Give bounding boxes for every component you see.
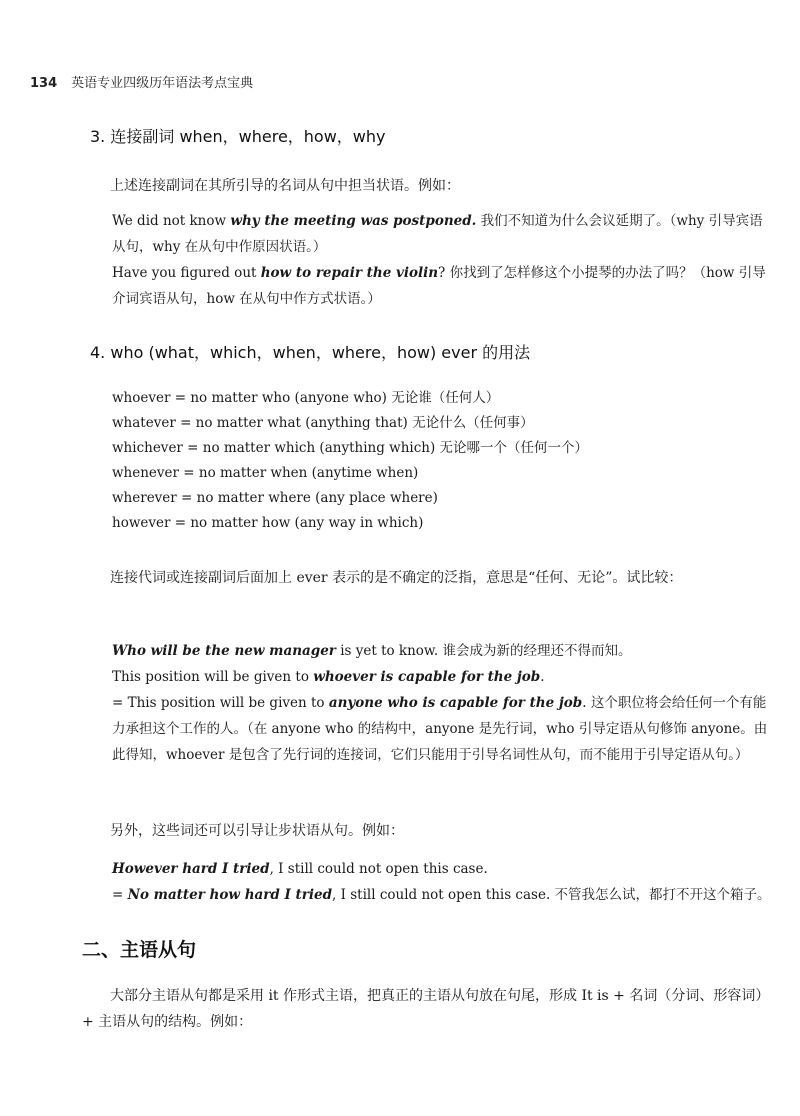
page-number: 134 [30,76,58,91]
concessive-line [112,882,772,908]
example-text: = This position will be given to [112,695,329,711]
section3-examples [112,208,772,312]
example-emphasis: However hard I tried [112,861,270,877]
list-item: whichever = no matter which (anything which) 无论哪一个（任何一个） [112,440,589,456]
example-emphasis: why the meeting was postponed. [230,213,477,229]
example-translation: ? 你找到了怎样修这个小提琴的办法了吗？（how 引导介词宾语从句，how 在从句中作方式状语。） [112,265,766,307]
concessive-line [112,856,772,882]
section3-intro: 上述连接副词在其所引导的名词从句中担当状语。例如： [110,178,460,194]
comparison-line [112,664,772,690]
comparison-line [112,690,772,768]
example-text: This position will be given to [112,669,314,685]
example-why [112,208,772,260]
running-header [30,72,253,91]
ever-note: 连接代词或连接副词后面加上 ever 表示的是不确定的泛指，意思是“任何、无论”。试比较： [110,570,683,586]
book-title: 英语专业四级历年语法考点宝典 [71,76,254,91]
example-emphasis: Who will be the new manager [112,643,336,659]
list-item: however = no matter how (any way in which) [112,515,424,531]
subject-clause-intro: 大部分主语从句都是采用 it 作形式主语，把真正的主语从句放在句尾，形成 It is + 名词（分词、形容词）+ 主语从句的结构。例如： [82,988,770,1030]
list-item: whoever = no matter who (anyone who) 无论谁（任何人） [112,390,500,406]
list-item: whatever = no matter what (anything that) 无论什么（任何事） [112,415,534,431]
list-item: wherever = no matter where (any place where) [112,490,438,506]
example-emphasis: how to repair the violin [260,265,439,281]
example-translation: 我们不知道为什么会议延期了。（why 引导宾语从句，why 在从句中作原因状语。） [112,213,763,255]
example-text: is yet to know. 谁会成为新的经理还不得而知。 [335,643,632,659]
example-emphasis: No matter how hard I tried [127,887,333,903]
example-text: = [112,887,128,903]
example-translation: , I still could not open this case. 不管我怎么试，都打不开这个箱子。 [332,887,771,903]
example-text: , I still could not open this case. [269,861,488,877]
example-how [112,260,772,312]
list-item: whenever = no matter when (anytime when) [112,465,419,481]
example-text: . [540,669,545,685]
section-heading-ever-usage: 4. who (what，which，when，where，how) ever 的用法 [90,343,531,362]
section-heading-conjunctive-adverbs: 3. 连接副词 when，where，how，why [90,127,386,146]
example-emphasis: anyone who is capable for the job [328,695,583,711]
comparison-line [112,638,772,664]
example-translation: . 这个职位将会给任何一个有能力承担这个工作的人。（在 anyone who 的结构中，anyone 是先行词，who 引导定语从句修饰 anyone。由此得知，whoever 是包含了先行词的连接词，它们只能用于引导名词性从句，而不能用于引导定语从句。） [112,695,768,763]
ever-word-list [112,386,588,536]
example-text: Have you figured out [112,265,261,281]
example-emphasis: whoever is capable for the job [313,669,541,685]
concessive-examples [112,856,772,908]
comparison-examples [112,638,772,768]
example-text: We did not know [112,213,231,229]
concessive-intro: 另外，这些词还可以引导让步状语从句。例如： [110,823,404,839]
section-heading-subject-clause: 二、主语从句 [82,939,197,961]
